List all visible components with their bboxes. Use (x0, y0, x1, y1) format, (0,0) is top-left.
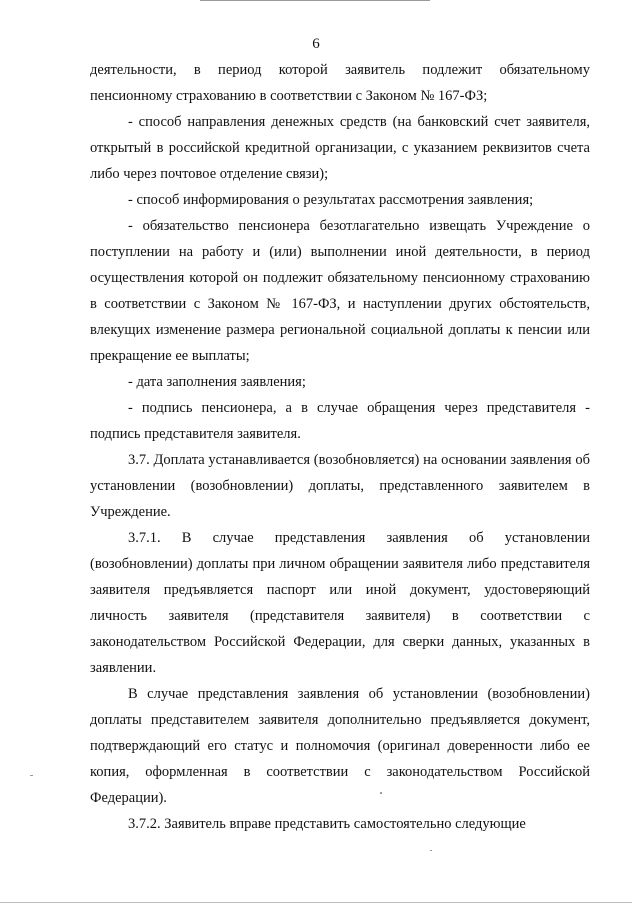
paragraph-7: 3.7. Доплата устанавливается (возобновляется) на основании заявления об установлении (возобновлении) доплаты, представленного заявителем в Учреждение. (90, 452, 590, 520)
paragraph-10: 3.7.2. Заявитель вправе представить самостоятельно следующие (128, 816, 526, 832)
paragraph-9: В случае представления заявления об установлении (возобновлении) доплаты представителем заявителя дополнительно предъявляется документ, подтверждающий его статус и полномочия (оригинал доверенности либо ее копия, оформленная в соответствии с законодательством Российской Федерации). (90, 686, 590, 806)
scan-speck-2 (380, 792, 382, 794)
paragraph-8: 3.7.1. В случае представления заявления об установлении (возобновлении) доплаты при личном обращении заявителя либо представителя заявителя предъявляется паспорт или иной документ, удостоверяющий личность заявителя (представителя заявителя) в соответствии с законодательством Российской Федерации, для сверки данных, указанных в заявлении. (90, 530, 590, 676)
page-number: 6 (312, 36, 320, 52)
paragraph-2: - способ направления денежных средств (на банковский счет заявителя, открытый в российской кредитной организации, с указанием реквизитов счета либо через почтовое отделение связи); (90, 114, 590, 182)
paragraph-5: - дата заполнения заявления; (128, 374, 306, 390)
document-body (90, 57, 590, 837)
scan-speck-1 (30, 775, 33, 776)
scan-edge-mark-top (200, 0, 430, 1)
paragraph-1: деятельности, в период которой заявитель подлежит обязательному пенсионному страхованию в соответствии с Законом № 167-ФЗ; (90, 62, 590, 104)
paragraph-4: - обязательство пенсионера безотлагательно извещать Учреждение о поступлении на работу и (или) выполнении иной деятельности, в период осуществления которой он подлежит обязательному пенсионному страхованию в соответствии с Законом № 167-ФЗ, и наступлении других обстоятельств, влекущих изменение размера региональной социальной доплаты к пенсии или прекращение ее выплаты; (90, 218, 590, 364)
scan-speck-3 (430, 850, 432, 851)
paragraph-6: - подпись пенсионера, а в случае обращения через представителя - подпись представителя заявителя. (90, 400, 590, 442)
paragraph-3: - способ информирования о результатах рассмотрения заявления; (128, 192, 534, 208)
scan-edge-mark-bottom (0, 902, 632, 903)
